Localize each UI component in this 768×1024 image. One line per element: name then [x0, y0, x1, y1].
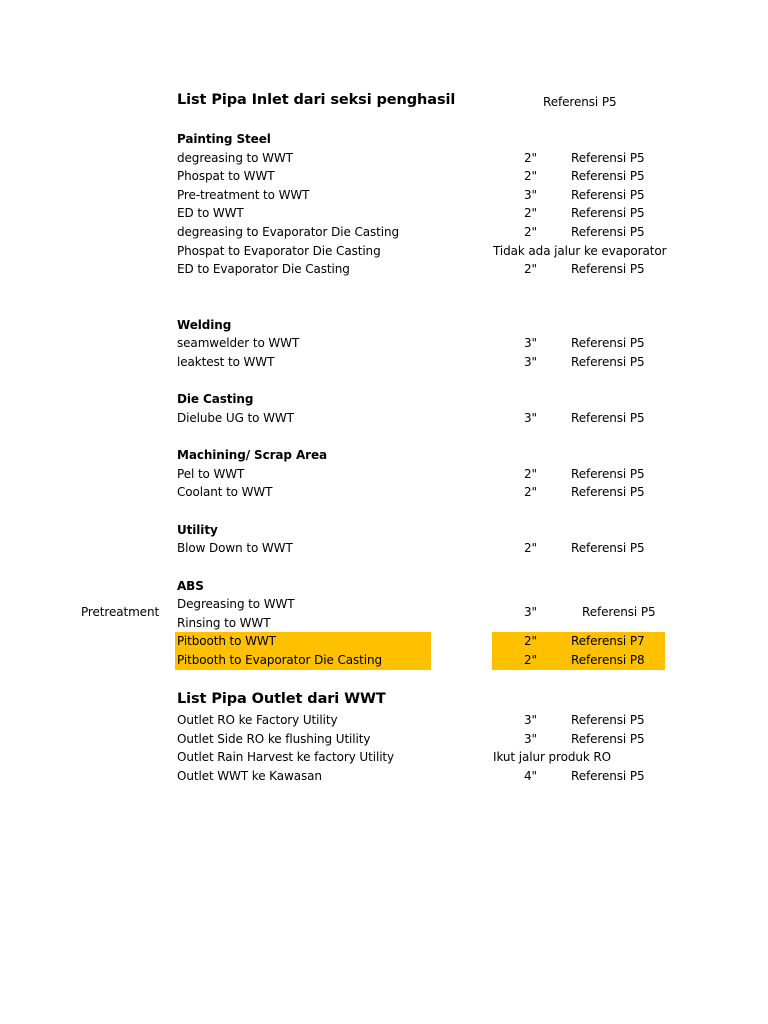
row-ref-highlighted: Referensi P7 — [571, 634, 645, 648]
row-name: leaktest to WWT — [177, 355, 275, 369]
row-size: 2" — [524, 262, 537, 276]
row-ref: Referensi P5 — [571, 336, 645, 350]
row-size: 2" — [524, 485, 537, 499]
inlet-title: List Pipa Inlet dari seksi penghasil — [177, 92, 456, 108]
row-size: 2" — [524, 541, 537, 555]
section-heading-utility: Utility — [177, 523, 218, 537]
row-ref: Referensi P5 — [571, 713, 645, 727]
row-size: 3" — [524, 188, 537, 202]
row-ref: Referensi P5 — [571, 206, 645, 220]
row-size: 3" — [524, 732, 537, 746]
row-size: 2" — [524, 467, 537, 481]
row-name: Pel to WWT — [177, 467, 245, 481]
group-label-pretreatment: Pretreatment — [81, 605, 160, 619]
row-size: 3" — [524, 355, 537, 369]
row-ref: Referensi P5 — [571, 769, 645, 783]
row-ref-highlighted: Referensi P8 — [571, 653, 645, 667]
group-size: 3" — [524, 605, 537, 619]
outlet-title: List Pipa Outlet dari WWT — [177, 691, 386, 707]
row-ref: Referensi P5 — [571, 467, 645, 481]
row-size: 4" — [524, 769, 537, 783]
row-ref: Referensi P5 — [571, 485, 645, 499]
row-size-highlighted: 2" — [524, 634, 537, 648]
row-name: degreasing to WWT — [177, 151, 293, 165]
row-ref: Referensi P5 — [571, 411, 645, 425]
row-size: 2" — [524, 225, 537, 239]
row-note: Ikut jalur produk RO — [493, 750, 612, 764]
row-ref: Referensi P5 — [571, 732, 645, 746]
row-name-highlighted: Pitbooth to Evaporator Die Casting — [177, 653, 382, 667]
row-size: 2" — [524, 169, 537, 183]
row-size: 3" — [524, 411, 537, 425]
row-name: Blow Down to WWT — [177, 541, 293, 555]
row-name: Outlet RO ke Factory Utility — [177, 713, 338, 727]
row-name: Phospat to Evaporator Die Casting — [177, 244, 381, 258]
row-name: Degreasing to WWT — [177, 597, 295, 611]
row-name: Pre-treatment to WWT — [177, 188, 310, 202]
row-name: Dielube UG to WWT — [177, 411, 294, 425]
row-ref: Referensi P5 — [571, 355, 645, 369]
section-heading-machining: Machining/ Scrap Area — [177, 448, 328, 462]
row-note: Tidak ada jalur ke evaporator — [493, 244, 667, 258]
group-ref: Referensi P5 — [582, 605, 656, 619]
row-name: ED to Evaporator Die Casting — [177, 262, 350, 276]
section-heading-painting-steel: Painting Steel — [177, 132, 271, 146]
row-ref: Referensi P5 — [571, 541, 645, 555]
row-name: Coolant to WWT — [177, 485, 273, 499]
row-name: Rinsing to WWT — [177, 616, 271, 630]
section-heading-die-casting: Die Casting — [177, 392, 254, 406]
row-ref: Referensi P5 — [571, 169, 645, 183]
row-name: degreasing to Evaporator Die Casting — [177, 225, 400, 239]
row-size: 3" — [524, 336, 537, 350]
row-name: ED to WWT — [177, 206, 244, 220]
row-size: 2" — [524, 151, 537, 165]
row-name: Phospat to WWT — [177, 169, 275, 183]
row-ref: Referensi P5 — [571, 262, 645, 276]
row-name: Outlet Side RO ke flushing Utility — [177, 732, 371, 746]
section-heading-welding: Welding — [177, 318, 232, 332]
row-name: seamwelder to WWT — [177, 336, 300, 350]
row-size: 2" — [524, 206, 537, 220]
row-ref: Referensi P5 — [571, 188, 645, 202]
section-heading-abs: ABS — [177, 579, 204, 593]
row-name: Outlet WWT ke Kawasan — [177, 769, 322, 783]
row-name: Outlet Rain Harvest ke factory Utility — [177, 750, 395, 764]
row-ref: Referensi P5 — [571, 151, 645, 165]
inlet-ref-header: Referensi P5 — [543, 95, 617, 109]
row-size-highlighted: 2" — [524, 653, 537, 667]
row-size: 3" — [524, 713, 537, 727]
row-name-highlighted: Pitbooth to WWT — [177, 634, 276, 648]
row-ref: Referensi P5 — [571, 225, 645, 239]
